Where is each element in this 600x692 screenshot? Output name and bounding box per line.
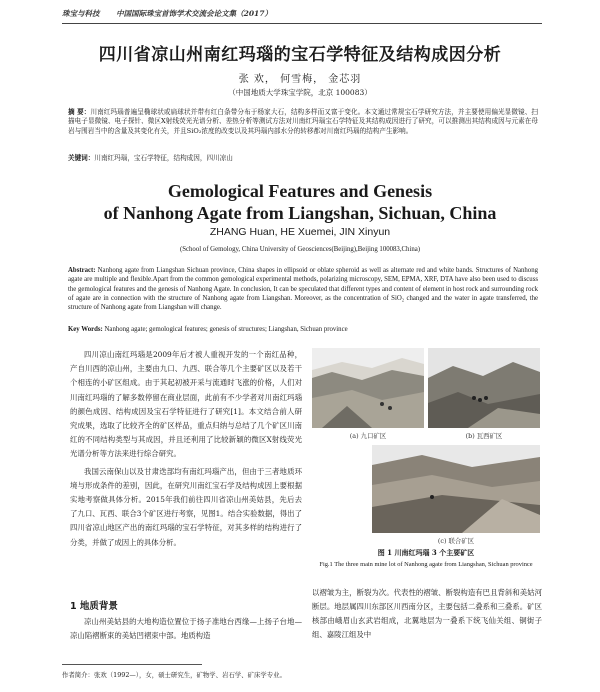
body-paragraph-2: 我国云南保山以及甘肃迭部均有南红玛瑙产出，但由于三者地质环境与形成条件的差别，因此，在研究川南红宝石学及结构成因上要根据实地考察做具体分析。2015年我们前往四川省凉山州美姑县，先后去了九口、瓦西、联合3个矿区进行考察，见图1。结合实验数据，得出了四川省凉山地区产出的南红玛瑙的宝石学特征，对其多样的结构进行了分类，并做了成因上的具体分析。 bbox=[70, 466, 302, 547]
caption-b: (b) 瓦西矿区 bbox=[465, 432, 503, 440]
chinese-keywords-label: 关键词： bbox=[68, 154, 95, 162]
chinese-abstract bbox=[68, 108, 538, 136]
figure-title-en: Fig.1 The three main mine lot of Nanhong agate from Liangshan, Sichuan province bbox=[319, 561, 533, 568]
english-keywords-label: Key Words: bbox=[68, 326, 103, 333]
english-keywords-text: Nanhong agate; gemological features; genesis of structures; Liangshan, Sichuan province bbox=[104, 326, 348, 333]
english-abstract-label: Abstract: bbox=[68, 267, 96, 274]
chinese-keywords-text: 川南红玛瑙，宝石学特征，结构成因，四川凉山 bbox=[94, 154, 233, 162]
chinese-authors: 张 欢， 何雪梅， 金芯羽 bbox=[238, 74, 362, 85]
caption-c: (c) 联合矿区 bbox=[437, 537, 475, 545]
chinese-abstract-label: 摘 要： bbox=[68, 108, 91, 116]
chinese-abstract-text: 川南红玛瑙普遍呈椭球状或扁球状并带有红白条带分布于杨家大石，结构多样而又富于变化。本文通过常规宝石学研究方法，并主要使用偏光显微镜、扫描电子显微镜、电子探针、微区X射线荧光光谱分析、差热分析等测试方法对川南红玛瑙宝石学特征及其结构成因进行了研究，可以推测出其结构成因与元素在母岩与围岩当中的含量及其变化有关，并且SiO₂浓度的改变以及其玛瑙内部水分的转移都对川南红玛瑙的结构产生影响。 bbox=[68, 108, 539, 135]
footnote bbox=[62, 664, 542, 679]
photo-waxi-mine bbox=[428, 348, 540, 428]
english-authors: ZHANG Huan, HE Xuemei, JIN Xinyun bbox=[209, 226, 391, 238]
english-title bbox=[60, 180, 540, 224]
body-paragraph-1: 四川凉山南红玛瑙是2009年后才被人重视开发的一个南红品种，产自川西的凉山州，主要由九口、九西、联合等几个主要矿区以及若干个相连的小矿区组成。由于其起初被开采与流通时飞涨的价格，人们对川南红玛瑙的了解多数停留在商业层面，此前有不少学者对川南红玛瑙的颜色成因、结构成因及宝石学特征进行了研究[1]。本文结合前人研究成果，选取了比较齐全的矿区样品，重点归纳与总结了几个矿区川南红的不同结构类型与其成因，并且还利用了比较新颖的微区X射线荧光光谱分析等方法来进行综合研究。 bbox=[70, 350, 302, 459]
footnote-text: 作者简介：张欢（1992—），女，硕士研究生，矿物学、岩石学、矿床学专业。 bbox=[62, 671, 286, 679]
journal-name: 珠宝与科技 bbox=[62, 9, 100, 18]
english-title-line1: Gemological Features and Genesis bbox=[167, 181, 433, 201]
figure-title-cn: 图 1 川南红玛瑙 3 个主要矿区 bbox=[377, 548, 475, 557]
caption-a: (a) 九口矿区 bbox=[349, 432, 387, 440]
body-left-column bbox=[70, 348, 302, 550]
chinese-keywords bbox=[68, 154, 538, 163]
section-heading: 1 地质背景 bbox=[70, 601, 118, 612]
photo-lianhe-mine bbox=[372, 445, 540, 533]
header-rule bbox=[62, 23, 542, 24]
running-head bbox=[62, 8, 542, 24]
chinese-title: 四川省凉山州南红玛瑙的宝石学特征及结构成因分析 bbox=[98, 45, 502, 65]
body-right-column: 以褶皱为主，断裂为次。代表性的褶皱、断裂构造有巴且背斜和美姑河断层。地层属四川东部区川西南分区，主要包括二叠系和三叠系。矿区核部由峨眉山玄武岩组成，北翼地层为一叠系下统飞仙关组、铜街子组、嘉陵江组及中 bbox=[312, 588, 542, 639]
photo-jiukou-mine bbox=[312, 348, 424, 428]
conference-name: 中国国际珠宝首饰学术交流会论文集（2017） bbox=[116, 9, 272, 18]
footnote-rule bbox=[62, 664, 202, 665]
section-text: 凉山州美姑县的大地构造位置位于扬子准地台西缘—上扬子台地—凉山陷褶断束的美姑凹褶束中部。地质构造 bbox=[70, 617, 302, 640]
english-abstract bbox=[68, 266, 538, 312]
english-title-line2: of Nanhong Agate from Liangshan, Sichuan, China bbox=[103, 203, 497, 223]
english-keywords bbox=[68, 325, 538, 334]
chinese-affiliation: （中国地质大学珠宝学院，北京 100083） bbox=[228, 88, 372, 97]
english-abstract-text: Nanhong agate from Liangshan Sichuan province, China shapes in ellipsoid or oblate spheroid as well as alternate red and white bands. Structures of Nanhong agate are multiple and flexible.Apart from the common gemological experimental methods, polarizing microscopy, SEM, EPMA, XRF, DTA have also been used to discuss the gemological features and the genesis of Nanhong Agate. In conclusion, It can be speculated that different types and content of element in host rock and surrounding rock of agate are in connection with the structure of Nanhong agate from Liangshan. Moreover, as the concentration of SiO₂ changed and the water in agate transferred, the structure of Nanhong agate from Liangshan will change. bbox=[68, 267, 538, 312]
english-affiliation: (School of Gemology, China University of Geosciences(Beijing),Beijing 100083,China) bbox=[179, 246, 421, 253]
